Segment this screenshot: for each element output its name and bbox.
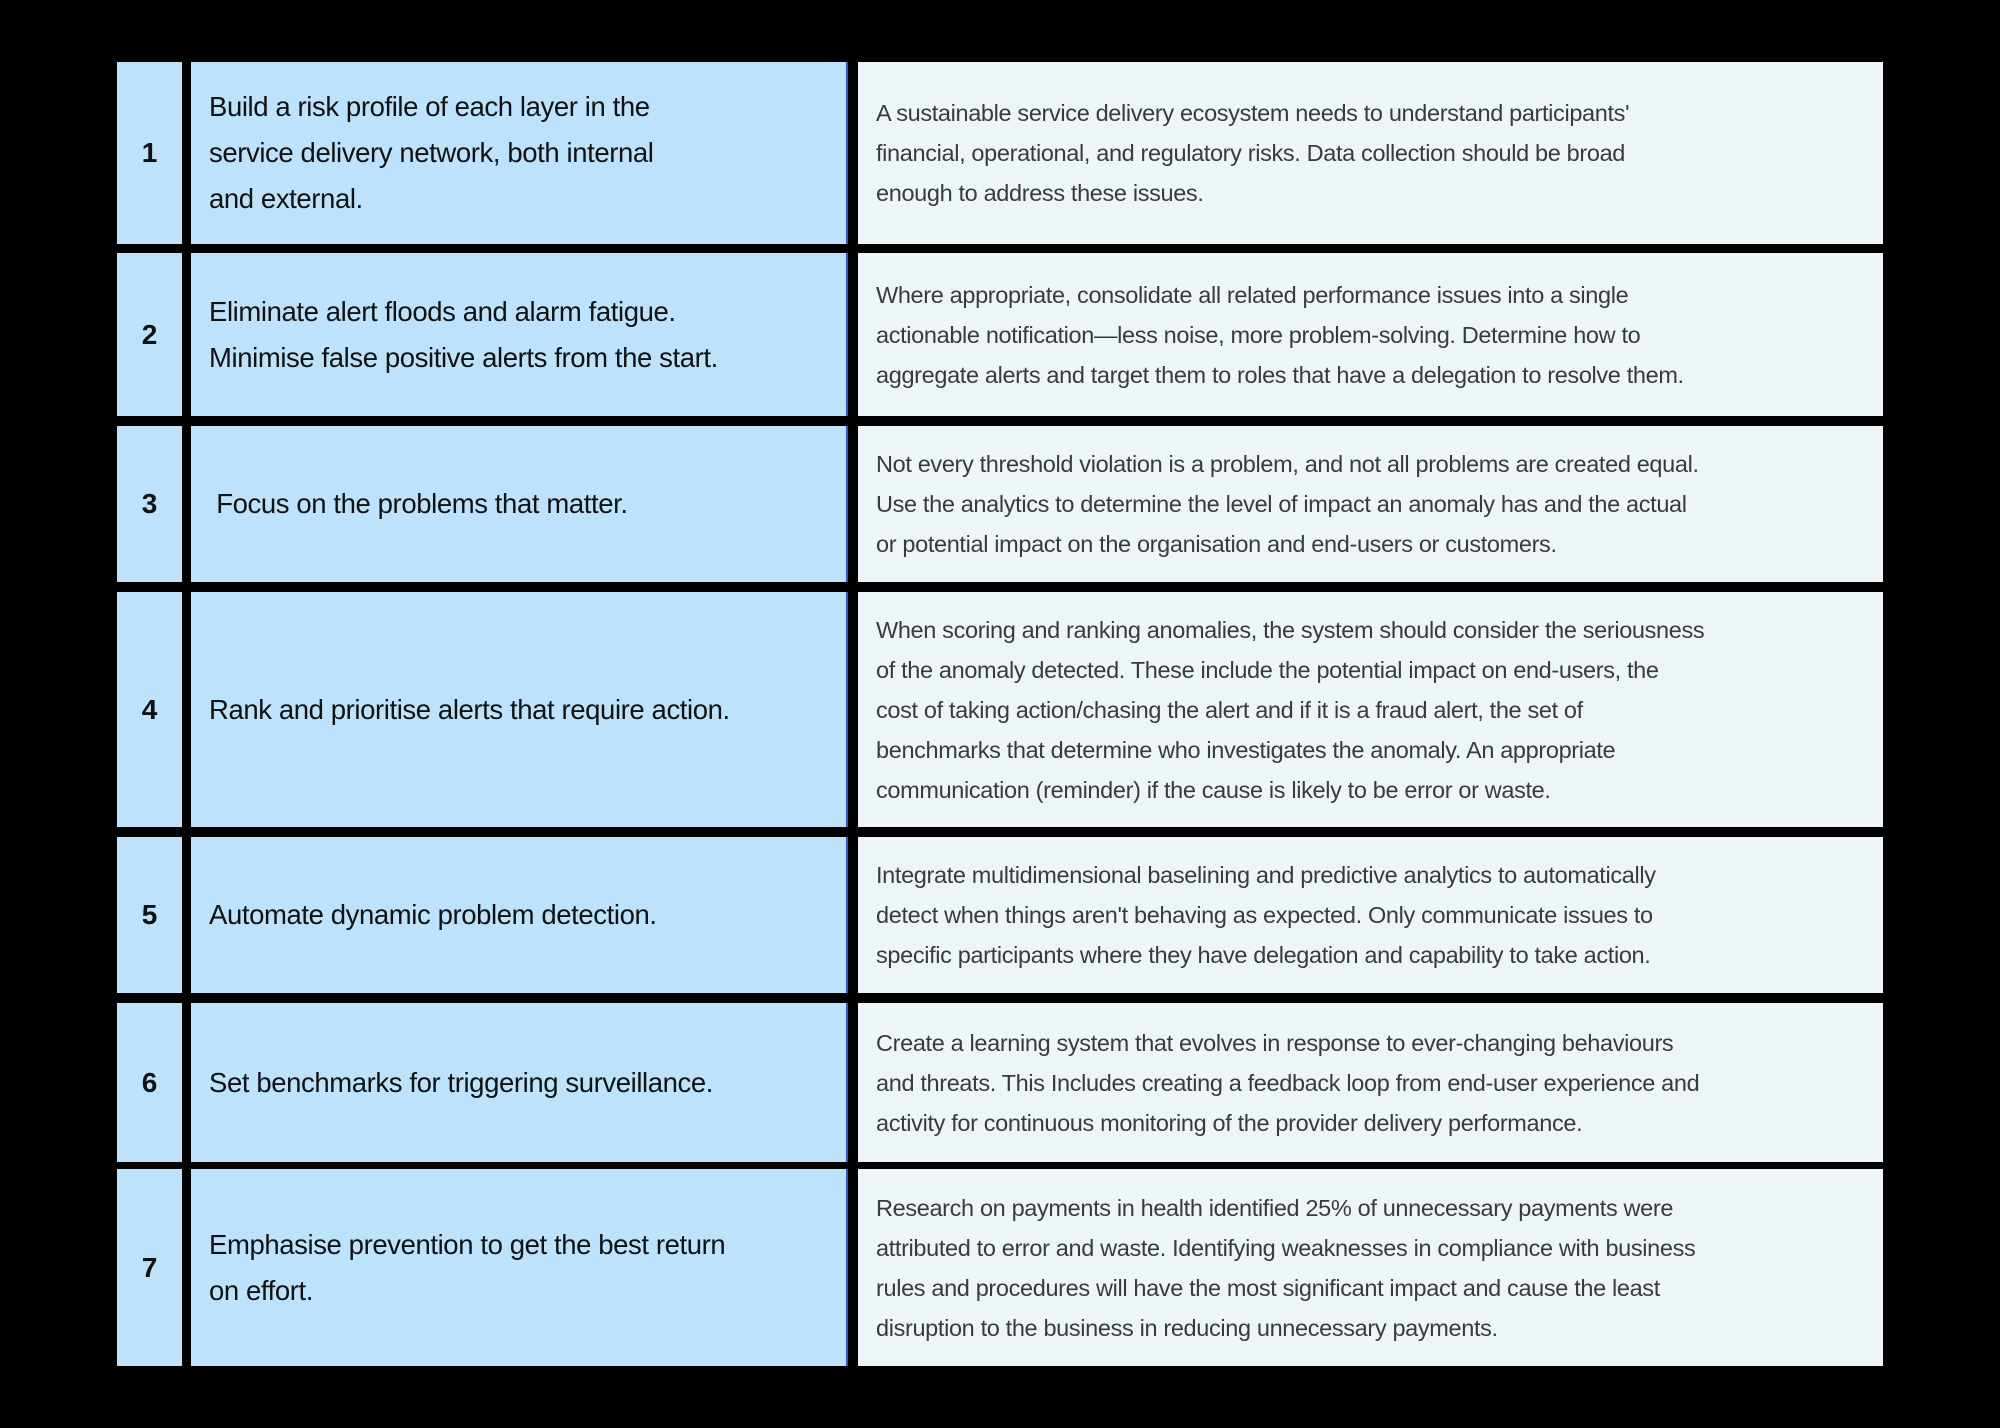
- principle-description-cell: [858, 426, 1883, 582]
- principle-description-line: A sustainable service delivery ecosystem needs to understand participants': [876, 100, 1630, 126]
- table-row: [117, 426, 1883, 582]
- principle-description-line: disruption to the business in reducing unnecessary payments.: [876, 1314, 1498, 1341]
- principle-title-line: Rank and prioritise alerts that require action.: [209, 693, 730, 725]
- row-number: 3: [141, 488, 158, 519]
- principle-description-line: Use the analytics to determine the level of impact an anomaly has and the actual: [876, 491, 1687, 517]
- principle-description-line: activity for continuous monitoring of the provider delivery performance.: [876, 1109, 1583, 1136]
- row-number-cell: [117, 426, 182, 582]
- principle-description-line: communication (reminder) if the cause is likely to be error or waste.: [876, 776, 1551, 803]
- row-number: 4: [141, 693, 158, 725]
- principle-description-line: cost of taking action/chasing the alert and if it is a fraud alert, the set of: [876, 696, 1583, 723]
- principle-description-line: rules and procedures will have the most significant impact and cause the least: [876, 1274, 1660, 1301]
- row-number: 6: [141, 1066, 158, 1098]
- row-number: 7: [141, 1251, 158, 1283]
- principle-title-line: Set benchmarks for triggering surveillance.: [209, 1066, 714, 1098]
- principle-title-cell: [191, 426, 848, 582]
- row-number-cell: [117, 592, 182, 827]
- principle-description-cell: [858, 1003, 1883, 1162]
- principle-description-cell: [858, 253, 1883, 416]
- table-row: [117, 1003, 1883, 1162]
- principle-description-line: detect when things aren't behaving as expected. Only communicate issues to: [876, 902, 1653, 928]
- principle-title-line: and external.: [209, 183, 363, 214]
- principle-title-line: service delivery network, both internal: [209, 137, 654, 168]
- row-number: 5: [141, 899, 158, 930]
- principle-title-line: Focus on the problems that matter.: [209, 488, 628, 519]
- table-row: [117, 837, 1883, 993]
- principle-description-line: benchmarks that determine who investigates the anomaly. An appropriate: [876, 736, 1616, 763]
- row-number: 2: [141, 318, 158, 350]
- principle-description-cell: [858, 837, 1883, 993]
- principle-description-line: actionable notification—less noise, more problem-solving. Determine how to: [876, 321, 1641, 348]
- principle-description-line: financial, operational, and regulatory risks. Data collection should be broad: [876, 140, 1626, 166]
- row-number-cell: [117, 1003, 182, 1162]
- principle-description-line: Integrate multidimensional baselining and predictive analytics to automatically: [876, 862, 1656, 888]
- table-row: [117, 62, 1883, 244]
- principle-title-line: Emphasise prevention to get the best return: [209, 1228, 726, 1260]
- principle-title-line: on effort.: [209, 1274, 314, 1306]
- principle-description-cell: [858, 1169, 1883, 1366]
- row-number-cell: [117, 62, 182, 244]
- principle-title-line: Build a risk profile of each layer in the: [209, 91, 650, 122]
- principle-description-line: Create a learning system that evolves in response to ever-changing behaviours: [876, 1029, 1674, 1056]
- principle-description-cell: [858, 62, 1883, 244]
- principle-title-cell: [191, 62, 848, 244]
- principle-description-line: When scoring and ranking anomalies, the system should consider the seriousness: [876, 616, 1705, 643]
- principle-title-line: Eliminate alert floods and alarm fatigue.: [209, 295, 676, 327]
- principle-description-line: of the anomaly detected. These include the potential impact on end-users, the: [876, 656, 1659, 683]
- table-row: [117, 1169, 1883, 1366]
- principle-description-line: aggregate alerts and target them to roles that have a delegation to resolve them.: [876, 361, 1684, 388]
- principle-title-line: Automate dynamic problem detection.: [209, 899, 657, 930]
- row-number-cell: [117, 253, 182, 416]
- principle-title-line: Minimise false positive alerts from the start.: [209, 341, 718, 373]
- principle-description-cell: [858, 592, 1883, 827]
- principle-description-line: specific participants where they have delegation and capability to take action.: [876, 942, 1651, 968]
- principle-title-cell: [191, 1003, 848, 1162]
- principle-description-line: Not every threshold violation is a problem, and not all problems are created equal.: [876, 451, 1699, 477]
- row-number: 1: [141, 137, 158, 168]
- principle-title-cell: [191, 592, 848, 827]
- principle-description-line: attributed to error and waste. Identifying weaknesses in compliance with business: [876, 1234, 1696, 1261]
- table-row: [117, 592, 1883, 827]
- table-row: [117, 253, 1883, 416]
- row-number-cell: [117, 1169, 182, 1366]
- principle-title-cell: [191, 1169, 848, 1366]
- principle-title-cell: [191, 837, 848, 993]
- row-number-cell: [117, 837, 182, 993]
- principle-description-line: enough to address these issues.: [876, 180, 1204, 206]
- principle-title-cell: [191, 253, 848, 416]
- principle-description-line: Where appropriate, consolidate all related performance issues into a single: [876, 281, 1629, 308]
- principle-description-line: or potential impact on the organisation and end-users or customers.: [876, 531, 1557, 557]
- principle-description-line: Research on payments in health identified 25% of unnecessary payments were: [876, 1194, 1674, 1221]
- principle-description-line: and threats. This Includes creating a feedback loop from end-user experience and: [876, 1069, 1700, 1096]
